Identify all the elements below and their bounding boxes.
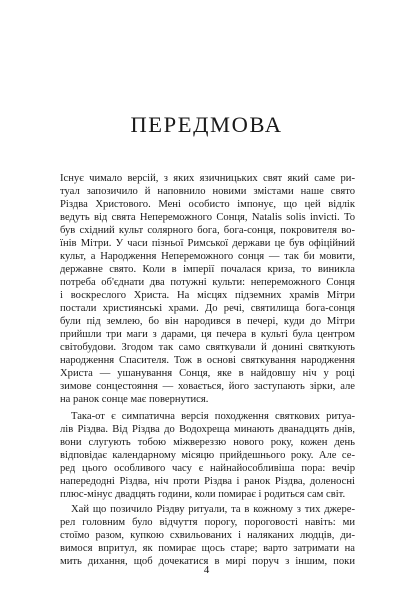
text-line: лів Різдва. Від Різдва до Водохреща минають дванадцять днів, — [60, 424, 355, 435]
text-line: був східний культ солярного бога, бога-сонця, покровителя во- — [60, 225, 355, 236]
text-line: стоїмо разом, купкою схвильованих і наляканих людців, ди- — [60, 530, 355, 541]
text-line: Така-от є симпатична версія походження святкових ритуа- — [71, 411, 355, 422]
text-line: Христа — ушанування Сонця, яке в найдовшу ніч у році — [60, 368, 355, 379]
text-line: напередодні Різдва, ніч проти Різдва і ранок Різдва, доленосні — [60, 476, 355, 487]
text-line: народження Спасителя. Тож в основі святкування народження — [60, 355, 355, 366]
page-number: 4 — [203, 564, 210, 576]
text-line: Існує чимало версій, з яких язичницьких свят який саме ри- — [60, 173, 355, 184]
page-title: ПЕРЕДМОВА — [130, 112, 283, 137]
text-line: на ранок сонце має повернутися. — [60, 394, 209, 405]
text-line: рел головним було відчуття порогу, пороговості навіть: ми — [60, 517, 355, 528]
text-line: вони слугують тобою міжвереззю нового року, кожен день — [60, 437, 355, 448]
text-line: потреба об'єднати два потужні культи: непереможного Сонця — [60, 277, 355, 288]
text-line: ведуть від свята Непереможного Сонця, Natalis solis invicti. То — [60, 212, 355, 223]
text-line: державне свято. Коли в імперії почалася криза, то виникла — [60, 264, 355, 275]
text-line: туал запозичило й наповнило новими змістами наше свято — [60, 186, 355, 197]
text-line: Різдва Христового. Мені особисто імпонує, що цей відлік — [60, 199, 355, 210]
text-line: культ, а Народження Непереможного сонця — так би мовити, — [60, 251, 355, 262]
text-line: ред цього особливого часу є найнайособливіша пора: вечір — [60, 463, 355, 474]
text-line: мить дихання, щоб дочекатися в мирі поруч з іншим, поки — [60, 556, 355, 567]
text-line: їнів Мітри. У часи пізньої Римської держави це був офіційний — [60, 238, 355, 249]
text-line: постали християнські храми. До речі, святилища бога-сонця — [60, 303, 355, 314]
text-line: були під землею, бо він народився в печері, куди до Мітри — [60, 316, 355, 327]
text-line: світобудови. Згодом так само святкували й донині святкують — [60, 342, 355, 353]
text-line: зимове сонцестояння — ховається, його заступають зірки, але — [60, 381, 355, 392]
text-line: прийшли три маги з дарами, ця печера в культі була центром — [60, 329, 355, 340]
text-line: відповідає календарному місяцю прийдешнього року. Але се- — [60, 450, 355, 461]
text-line: вимося впритул, як помирає щось старе; варто затримати на — [60, 543, 355, 554]
text-line: Хай що позичило Різдву ритуали, та в кожному з тих джере- — [71, 504, 355, 515]
text-line: і воскреслого Христа. На місцях підземних храмів Мітри — [60, 290, 355, 301]
text-line: плюс-мінус двадцять години, коли помирає і родиться сам світ. — [60, 489, 346, 500]
